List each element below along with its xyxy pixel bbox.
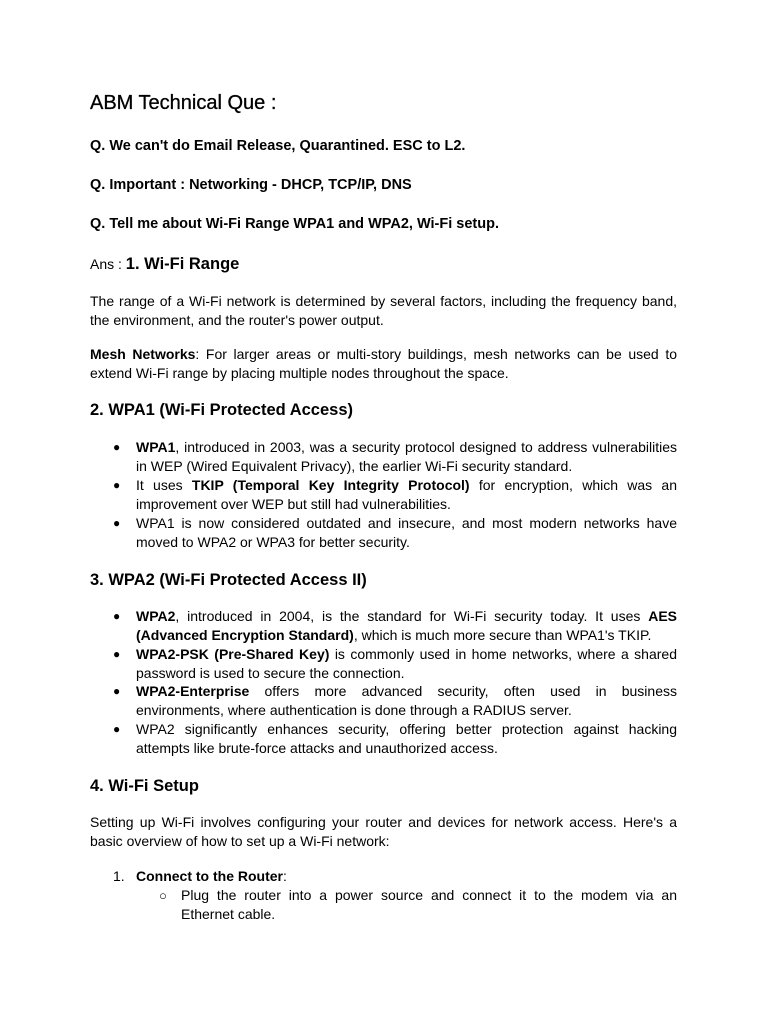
circle-bullet-marker: ○ bbox=[159, 888, 167, 903]
wpa1-list-item-2 bbox=[136, 476, 677, 514]
section-heading-wifi-setup: 4. Wi-Fi Setup bbox=[90, 777, 199, 795]
wpa2-item3-text: offers more advanced security, often used in business environments, where authentication is done through a RADIUS server. bbox=[136, 683, 677, 718]
question-1: Q. We can't do Email Release, Quarantined. ESC to L2. bbox=[90, 138, 466, 154]
wpa2-list-item-4: WPA2 significantly enhances security, offering better protection against hacking attempts like brute-force attacks and unauthorized access. bbox=[136, 721, 677, 756]
wpa2-enterprise-term: WPA2-Enterprise bbox=[136, 683, 250, 699]
page-title: ABM Technical Que : bbox=[90, 92, 277, 114]
bullet-marker: ● bbox=[113, 516, 121, 530]
bullet-marker: ● bbox=[113, 478, 121, 492]
wpa2-item2-text: is commonly used in home networks, where a shared password is used to secure the connection. bbox=[136, 646, 677, 681]
section-heading-wifi-range: 1. Wi-Fi Range bbox=[125, 255, 240, 273]
answer-heading bbox=[90, 255, 677, 274]
step1-colon: : bbox=[283, 868, 287, 884]
aes-term: AES (Advanced Encryption Standard) bbox=[136, 608, 677, 643]
mesh-networks-text: : For larger areas or multi-story buildings, mesh networks can be used to extend Wi-Fi range by placing multiple nodes throughout the space. bbox=[90, 346, 677, 381]
wifi-range-paragraph: The range of a Wi-Fi network is determined by several factors, including the frequency band, the environment, and the router's power output. bbox=[90, 293, 677, 328]
wpa2-psk-term: WPA2-PSK (Pre-Shared Key) bbox=[136, 646, 330, 662]
tkip-term: TKIP (Temporal Key Integrity Protocol) bbox=[191, 477, 470, 493]
wpa1-list-item-3: WPA1 is now considered outdated and insecure, and most modern networks have moved to WPA2 or WPA3 for better security. bbox=[136, 515, 677, 550]
setup-step-1-subitem: Plug the router into a power source and connect it to the modem via an Ethernet cable. bbox=[181, 887, 677, 922]
bullet-marker: ● bbox=[113, 609, 121, 623]
mesh-networks-term: Mesh Networks bbox=[90, 346, 196, 362]
wifi-setup-intro: Setting up Wi-Fi involves configuring your router and devices for network access. Here's a basic overview of how to set up a Wi-Fi network: bbox=[90, 814, 677, 849]
wpa2-list-item-3 bbox=[136, 682, 677, 720]
section-heading-wpa2: 3. WPA2 (Wi-Fi Protected Access II) bbox=[90, 571, 367, 589]
bullet-marker: ● bbox=[113, 647, 121, 661]
setup-step-1 bbox=[136, 867, 677, 886]
wpa2-list-item-1 bbox=[136, 607, 677, 645]
wpa1-term: WPA1 bbox=[136, 439, 176, 455]
bullet-marker: ● bbox=[113, 684, 121, 698]
connect-router-term: Connect to the Router bbox=[136, 868, 283, 884]
wpa2-list-item-2 bbox=[136, 645, 677, 683]
wpa2-term: WPA2 bbox=[136, 608, 176, 624]
bullet-marker: ● bbox=[113, 440, 121, 454]
question-3: Q. Tell me about Wi-Fi Range WPA1 and WPA2, Wi-Fi setup. bbox=[90, 216, 499, 232]
mesh-networks-paragraph bbox=[90, 345, 677, 383]
wpa1-item2-text: for encryption, which was an improvement over WEP but still had vulnerabilities. bbox=[136, 477, 678, 512]
wpa1-item2-pre: It uses bbox=[136, 477, 192, 493]
wpa1-list-item-1 bbox=[136, 438, 677, 476]
step-number: 1. bbox=[113, 868, 125, 884]
question-2: Q. Important : Networking - DHCP, TCP/IP, DNS bbox=[90, 177, 412, 193]
wpa1-item1-text: , introduced in 2003, was a security protocol designed to address vulnerabilities in WEP (Wired Equivalent Privacy), the earlier Wi-Fi security standard. bbox=[136, 439, 677, 474]
bullet-marker: ● bbox=[113, 722, 121, 736]
wpa2-item1-text: , introduced in 2004, is the standard for Wi-Fi security today. It uses bbox=[175, 608, 649, 624]
section-heading-wpa1: 2. WPA1 (Wi-Fi Protected Access) bbox=[90, 401, 353, 419]
answer-label: Ans : bbox=[90, 256, 126, 272]
wpa2-item1-rest: , which is much more secure than WPA1's TKIP. bbox=[353, 627, 652, 643]
